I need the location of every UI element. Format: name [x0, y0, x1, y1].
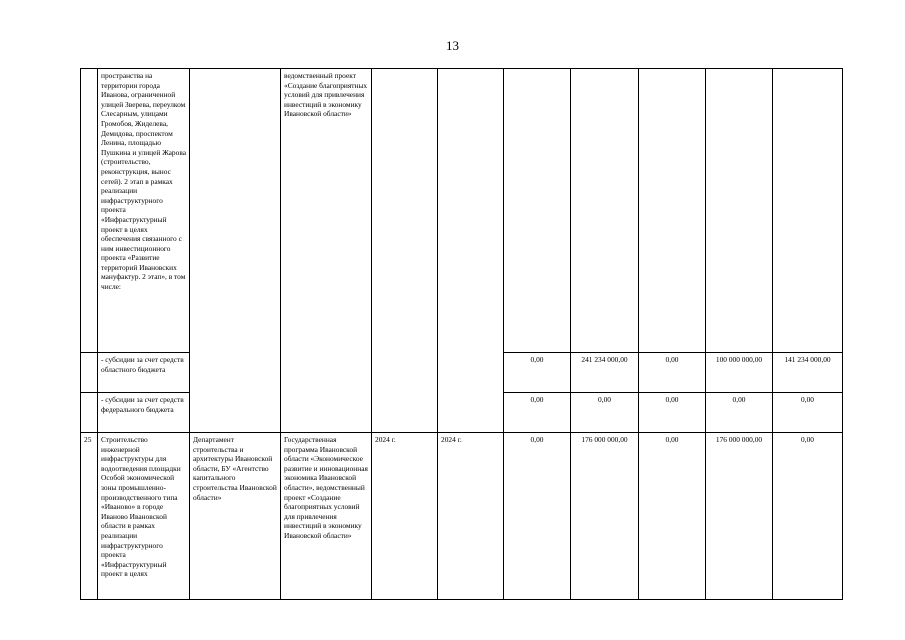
value-cell: 176 000 000,00: [571, 433, 639, 600]
value-cell: [773, 69, 843, 353]
value-cell: 0,00: [504, 433, 571, 600]
index-cell: [81, 393, 98, 433]
value-cell: 0,00: [504, 353, 571, 393]
start-year-cell: [372, 69, 438, 433]
value-cell: [571, 69, 639, 353]
executor-cell: [190, 69, 281, 433]
end-year-cell: [438, 69, 504, 433]
value-cell: 0,00: [639, 433, 706, 600]
program-cell: Государственная программа Ивановской области «Экономическое развитие и инновационная экономика Ивановской области», ведомственный проект «Создание благоприятных условий для привлечения инвестиций в экономику Ивановской области»: [281, 433, 372, 600]
value-cell: 0,00: [504, 393, 571, 433]
value-cell: 0,00: [571, 393, 639, 433]
object-name-cell: Строительство инженерной инфраструктуры для водоотведения площадки Особой экономической зоны промышленно-производственного типа «Иваново» в городе Иваново Ивановской области в рамках реализации инфраструктурного проекта «Инфраструктурный проект в целях: [98, 433, 190, 600]
page-number: 13: [446, 38, 459, 53]
value-cell: 141 234 000,00: [773, 353, 843, 393]
value-cell: 0,00: [639, 353, 706, 393]
value-cell: 241 234 000,00: [571, 353, 639, 393]
object-name-cell: пространства на территории города Иванова, ограниченной улицей Зверева, переулком Слесарным, улицами Громобоя, Жиделева, Демидова, проспектом Ленина, площадью Пушкина и улицей Жарова (строительство, реконструкция, вынос сетей). 2 этап в рамках реализации инфраструктурного проекта «Инфраструктурный проект в целях обеспечения связанного с ним инвестиционного проекта «Развитие территорий Ивановских мануфактур. 2 этап», в том числе:: [98, 69, 190, 353]
value-cell: [706, 69, 773, 353]
end-year-cell: 2024 г.: [438, 433, 504, 600]
row-label: - субсидии за счет средств федерального бюджета: [98, 393, 190, 433]
executor-cell: Департамент строительства и архитектуры Ивановской области, БУ «Агентство капитального строительства Ивановской области»: [190, 433, 281, 600]
row-index: 25: [81, 433, 98, 600]
table-row: [81, 69, 843, 353]
index-cell: [81, 69, 98, 353]
start-year-cell: 2024 г.: [372, 433, 438, 600]
index-cell: [81, 353, 98, 393]
value-cell: 176 000 000,00: [706, 433, 773, 600]
program-cell: ведомственный проект «Создание благоприятных условий для привлечения инвестиций в экономику Ивановской области»: [281, 69, 372, 433]
table-row: [81, 433, 843, 600]
value-cell: 0,00: [773, 433, 843, 600]
value-cell: [504, 69, 571, 353]
value-cell: [639, 69, 706, 353]
value-cell: 100 000 000,00: [706, 353, 773, 393]
value-cell: 0,00: [706, 393, 773, 433]
budget-table: [80, 68, 843, 600]
value-cell: 0,00: [639, 393, 706, 433]
row-label: - субсидии за счет средств областного бюджета: [98, 353, 190, 393]
value-cell: 0,00: [773, 393, 843, 433]
